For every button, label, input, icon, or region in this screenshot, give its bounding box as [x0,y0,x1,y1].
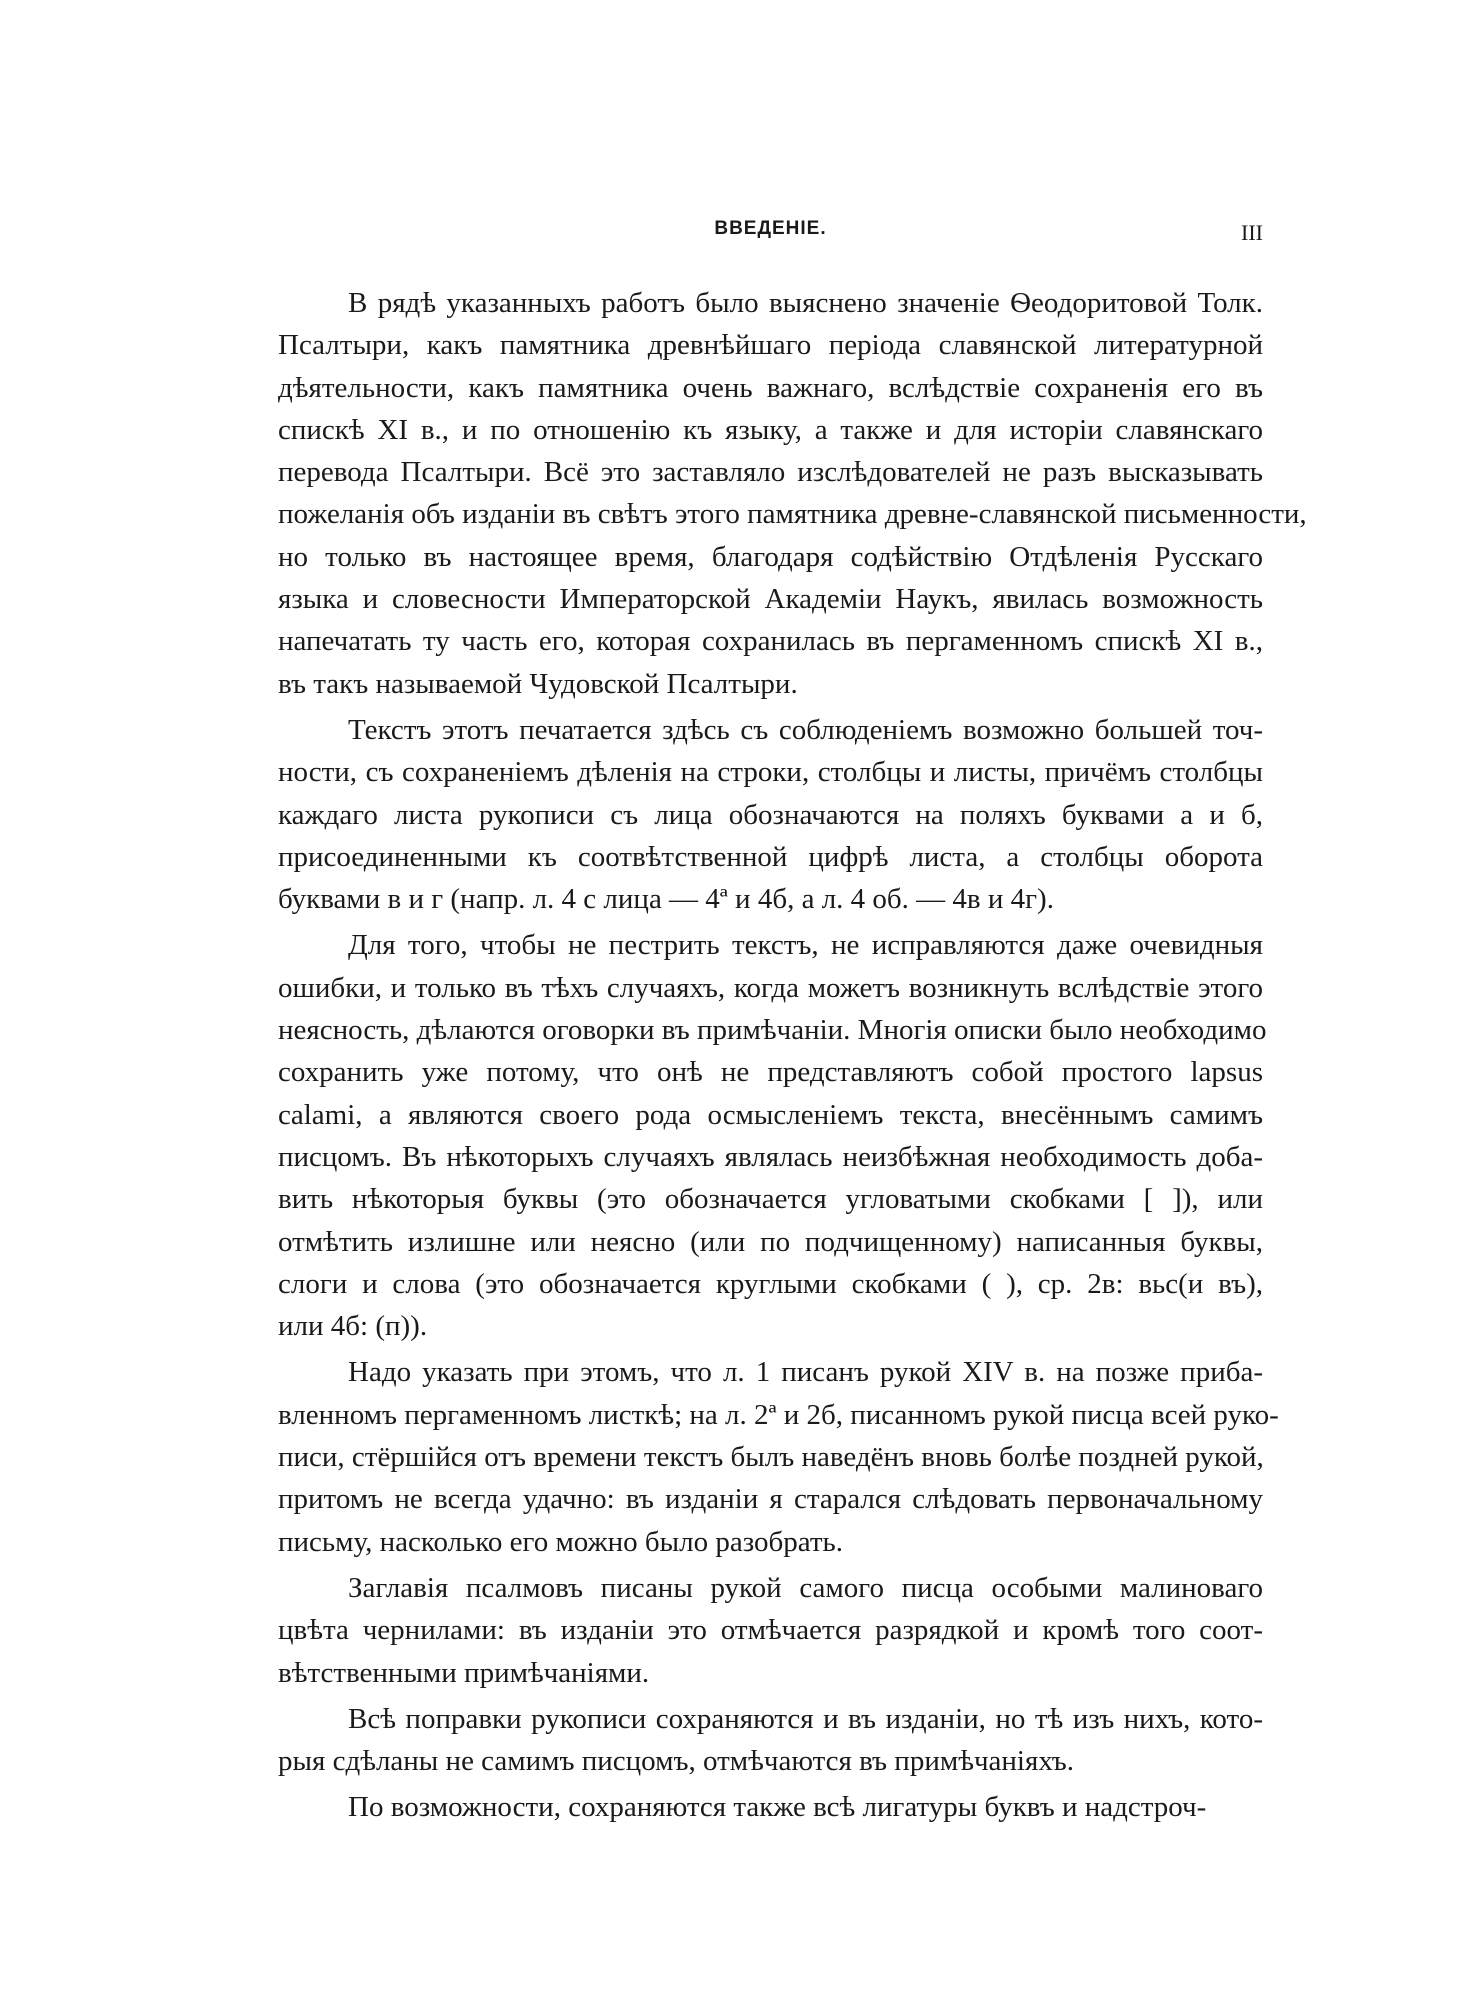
text-line: рыя сдѣланы не самимъ писцомъ, отмѣчаются въ примѣчаніяхъ. [278,1745,1074,1778]
text-line: вленномъ пергаменномъ листкѣ; на л. 2ª и 2б, писанномъ рукой писца всей руко- [278,1398,1279,1431]
text-line: Надо указать при этомъ, что л. 1 писанъ рукой XIV в. на позже приба- [348,1356,1263,1389]
text-line: спискѣ XI в., и по отношенію къ языку, а также и для исторіи славянскаго [278,413,1263,446]
text-line: слоги и слова (это обозначается круглыми скобками ( ), ср. 2в: вьс(и въ), [278,1267,1263,1300]
running-title: ВВЕДЕНІЕ. [714,218,827,239]
text-line: или 4б: (п)). [278,1310,428,1343]
text-line: неясность, дѣлаются оговорки въ примѣчаніи. Многія описки было необходимо [278,1014,1267,1047]
text-line: вить нѣкоторыя буквы (это обозначается угловатыми скобками [ ]), или [278,1183,1263,1216]
text-line: ошибки, и только въ тѣхъ случаяхъ, когда можетъ возникнуть вслѣдствіе этого [278,971,1263,1004]
text-line: языка и словесности Императорской Академіи Наукъ, явилась возможность [278,583,1263,616]
text-line: Всѣ поправки рукописи сохраняются и въ изданіи, но тѣ изъ нихъ, кото- [348,1702,1263,1735]
text-line: Для того, чтобы не пестрить текстъ, не исправляются даже очевидныя [348,929,1263,962]
text-line: ности, съ сохраненіемъ дѣленія на строки, столбцы и листы, причёмъ столбцы [278,756,1263,789]
text-line: письму, насколько его можно было разобрать. [278,1525,844,1558]
text-line: отмѣтить излишне или неясно (или по подчищенному) написанныя буквы, [278,1225,1263,1258]
paragraph [278,1786,1263,1828]
text-line: перевода Псалтыри. Всё это заставляло изслѣдователей не разъ высказывать [278,456,1263,489]
text-line: писи, стёршійся отъ времени текстъ былъ наведёнъ вновь болѣе поздней рукой, [278,1441,1264,1474]
text-line: сохранить уже потому, что онѣ не представляютъ собой простого lapsus [278,1056,1263,1089]
page-number: III [1241,220,1263,245]
text-line: буквами в и г (напр. л. 4 с лица — 4ª и 4б, а л. 4 об. — 4в и 4г). [278,883,1054,916]
text-line: притомъ не всегда удачно: въ изданіи я старался слѣдовать первоначальному [278,1483,1263,1516]
text-line: Заглавія псалмовъ писаны рукой самого писца особыми малиноваго [348,1571,1263,1604]
page-header [278,218,1263,248]
text-line: Псалтыри, какъ памятника древнѣйшаго періода славянской литературной [278,329,1263,362]
paragraph [278,924,1267,1347]
text-line: дѣятельности, какъ памятника очень важнаго, вслѣдствіе сохраненія его въ [278,371,1263,404]
text-line: напечатать ту часть его, которая сохранилась въ пергаменномъ спискѣ XI в., [278,625,1263,658]
text-line: но только въ настоящее время, благодаря содѣйствію Отдѣленія Русскаго [278,540,1263,573]
paragraph [278,1351,1279,1562]
paragraph [278,1698,1263,1783]
paragraph [278,282,1307,705]
text-line: каждаго листа рукописи съ лица обозначаются на поляхъ буквами а и б, [278,798,1263,831]
text-line: вѣтственными примѣчаніями. [278,1656,650,1689]
text-line: Текстъ этотъ печатается здѣсь съ соблюденіемъ возможно большей точ- [348,713,1263,746]
text-line: въ такъ называемой Чудовской Псалтыри. [278,667,798,700]
text-line: писцомъ. Въ нѣкоторыхъ случаяхъ являлась неизбѣжная необходимость доба- [278,1140,1263,1173]
paragraph [278,709,1263,920]
body-text [278,282,1307,1833]
text-line: цвѣта чернилами: въ изданіи это отмѣчается разрядкой и кромѣ того соот- [278,1614,1263,1647]
paragraph [278,1567,1263,1694]
text-line: В рядѣ указанныхъ работъ было выяснено значеніе Ѳеодоритовой Толк. [348,287,1263,319]
text-line: присоединенными къ соотвѣтственной цифрѣ листа, а столбцы оборота [278,840,1263,873]
text-line: пожеланія объ изданіи въ свѣтъ этого памятника древне-славянской письменности, [278,498,1307,531]
text-line: calami, а являются своего рода осмысленіемъ текста, внесённымъ самимъ [278,1098,1263,1131]
text-line: По возможности, сохраняются также всѣ лигатуры буквъ и надстроч- [348,1791,1207,1824]
